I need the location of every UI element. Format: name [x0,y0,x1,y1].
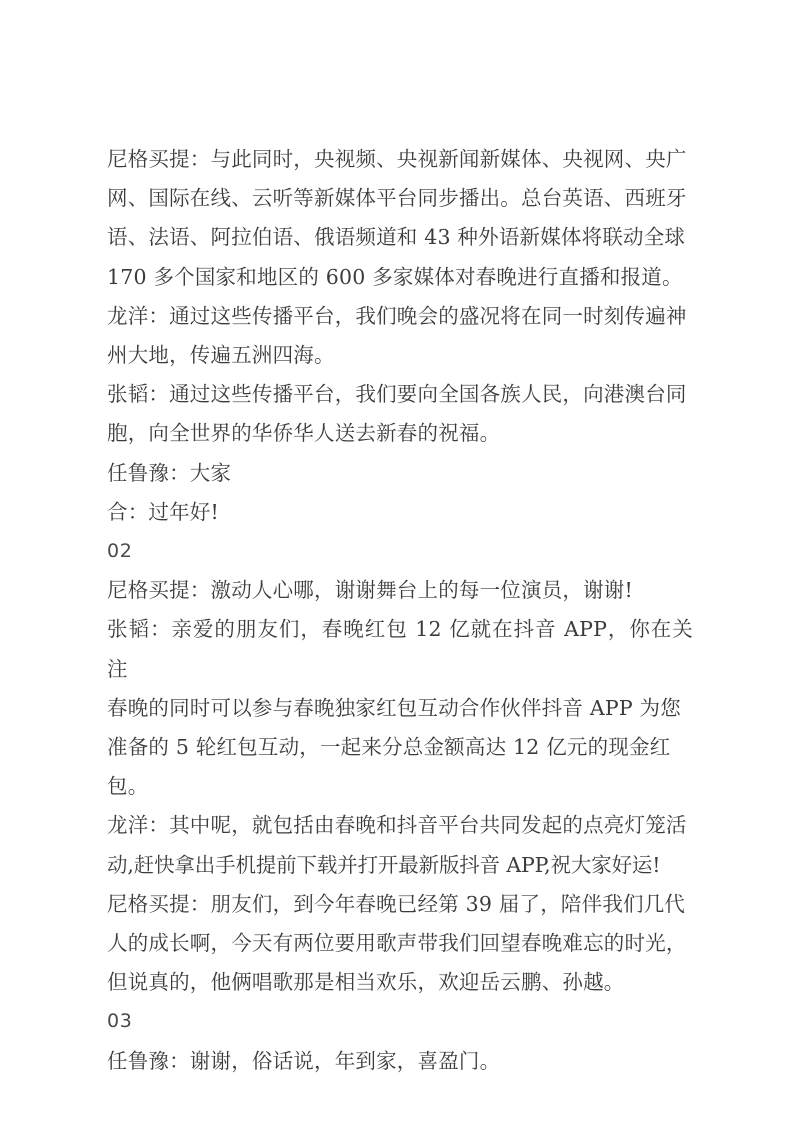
paragraph-nigematu-2-line-1: 尼格买提：激动人心哪，谢谢舞台上的每一位演员，谢谢! [107,578,633,603]
paragraph-zhangtao-2-line-3: 准备的 5 轮红包互动，一起来分总金额高达 12 亿元的现金红包。 [107,735,671,799]
paragraph-nigematu-1-line-2: 网、国际在线、云听等新媒体平台同步播出。总台英语、西班牙 [107,186,687,211]
section-marker-03: 03 [107,1010,133,1033]
paragraph-zhangtao-1-line-2: 胞，向全世界的华侨华人送去新春的祝福。 [107,421,501,446]
paragraph-nigematu-3-line-2: 人的成长啊，今天有两位要用歌声带我们回望春晚难忘的时光， [107,931,687,956]
paragraph-he-1-line-1: 合：过年好! [107,499,219,524]
paragraph-zhangtao-2-line-2: 春晚的同时可以参与春晚独家红包互动合作伙伴抖音 APP 为您 [107,695,681,720]
paragraph-longyang-1-line-2: 州大地，传遍五洲四海。 [107,343,335,368]
paragraph-longyang-2-line-1: 龙洋：其中呢，就包括由春晚和抖音平台共同发起的点亮灯笼活 [107,813,687,838]
paragraph-nigematu-1-line-3: 语、法语、阿拉伯语、俄语频道和 43 种外语新媒体将联动全球 [107,225,686,250]
paragraph-nigematu-3-line-3: 但说真的，他俩唱歌那是相当欢乐，欢迎岳云鹏、孙越。 [107,970,625,995]
paragraph-nigematu-3-line-1: 尼格买提：朋友们，到今年春晚已经第 39 届了，陪伴我们几代 [107,891,686,916]
paragraph-renluyu-2-line-1: 任鲁豫：谢谢，俗话说，年到家，喜盈门。 [107,1048,501,1073]
paragraph-nigematu-1-line-4: 170 多个国家和地区的 600 多家媒体对春晚进行直播和报道。 [107,264,683,289]
section-marker-02: 02 [107,540,133,563]
paragraph-zhangtao-2-line-1: 张韬：亲爱的朋友们，春晚红包 12 亿就在抖音 APP，你在关注 [107,617,693,681]
paragraph-longyang-1-line-1: 龙洋：通过这些传播平台，我们晚会的盛况将在同一时刻传遍神 [107,303,687,328]
paragraph-renluyu-1-line-1: 任鲁豫：大家 [107,460,232,485]
paragraph-nigematu-1-line-1: 尼格买提：与此同时，央视频、央视新闻新媒体、央视网、央广 [107,147,687,171]
paragraph-longyang-2-line-2: 动,赶快拿出手机提前下载并打开最新版抖音 APP,祝大家好运! [107,852,661,877]
paragraph-zhangtao-1-line-1: 张韬：通过这些传播平台，我们要向全国各族人民，向港澳台同 [107,382,687,407]
document-text-body [107,140,693,1081]
